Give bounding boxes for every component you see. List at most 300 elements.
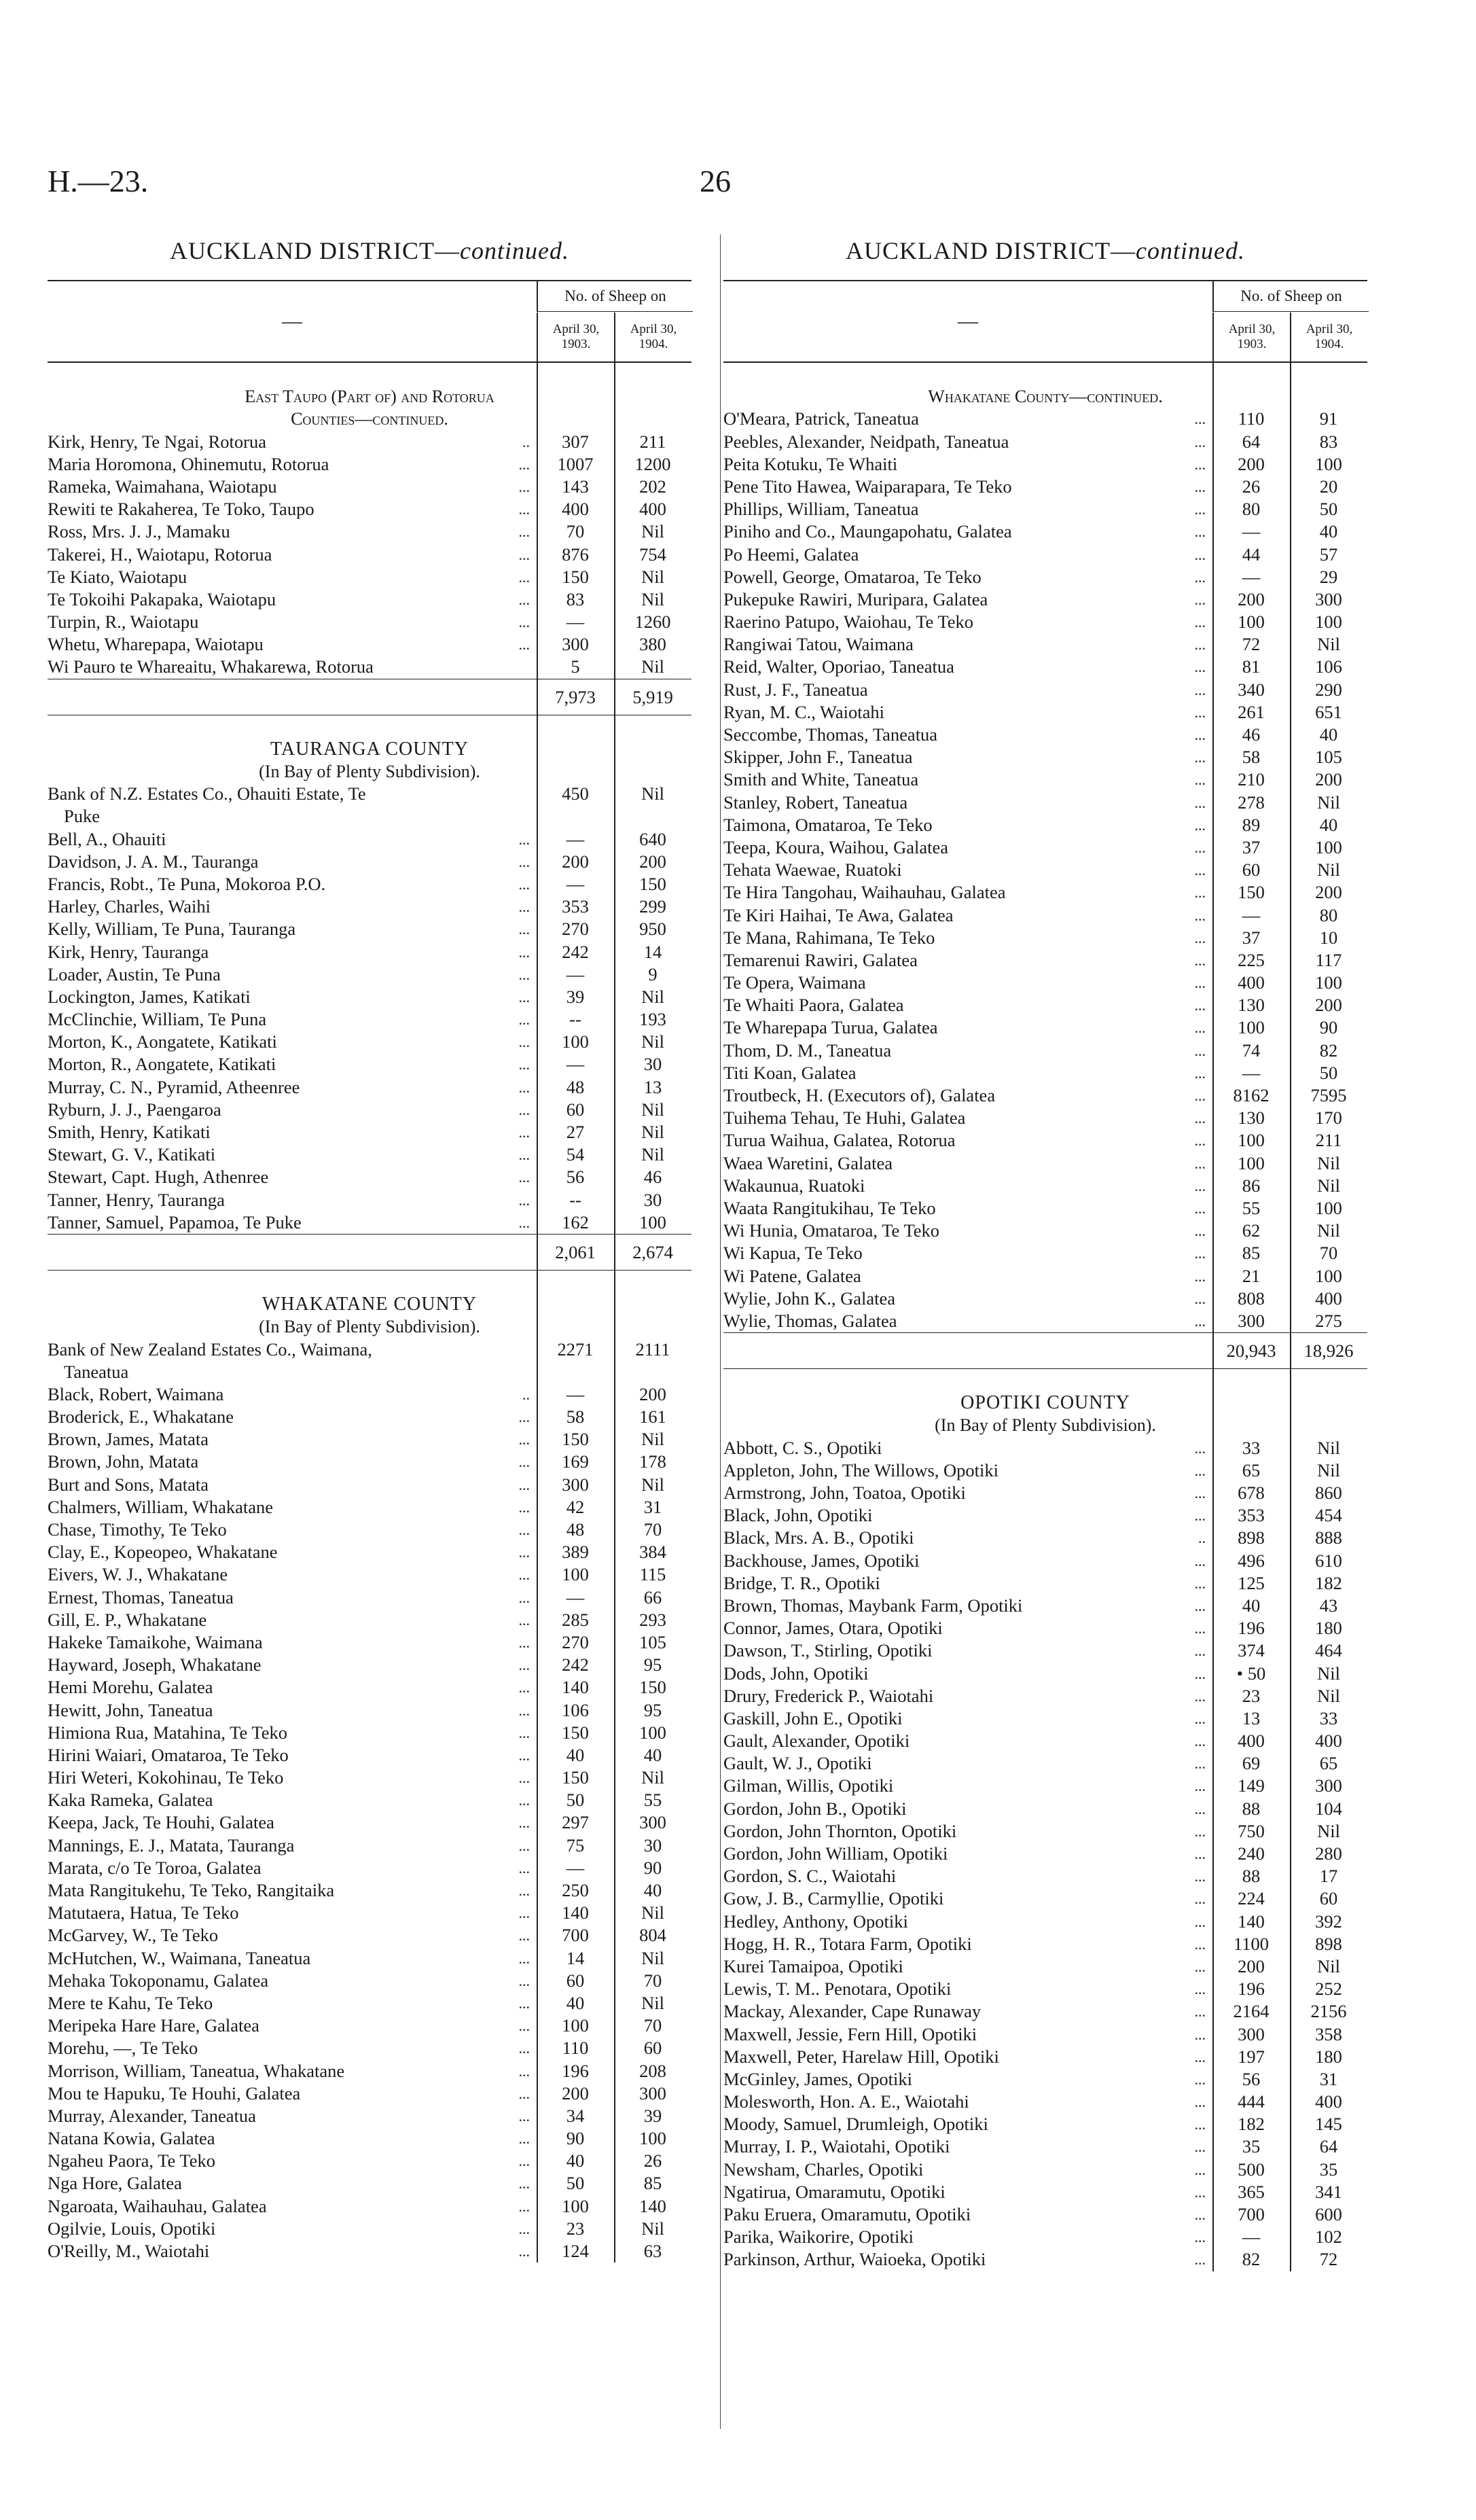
row-name: Black, Robert, Waimana <box>48 1383 224 1404</box>
row-leader-dots: ... <box>518 1746 530 1764</box>
table-row <box>723 1437 1367 1459</box>
row-1903: 300 <box>1238 2023 1265 2044</box>
row-1903: 50 <box>566 2173 585 2194</box>
row-1903: 374 <box>1238 1640 1265 1661</box>
table-row <box>723 679 1367 701</box>
row-1903: 26 <box>1242 476 1261 497</box>
row-1903: 261 <box>1238 701 1265 722</box>
row-name: Newsham, Charles, Opotiki <box>723 2159 924 2180</box>
row-name: Waea Waretini, Galatea <box>723 1152 893 1173</box>
row-1903: 285 <box>562 1609 589 1630</box>
table-row <box>48 963 691 986</box>
row-name: Eivers, W. J., Whakatane <box>48 1564 228 1585</box>
row-1904: Nil <box>1317 859 1340 881</box>
row-name: Gordon, John William, Opotiki <box>723 1843 948 1864</box>
row-leader-dots: ... <box>518 1792 530 1809</box>
table-row <box>723 1843 1367 1865</box>
row-1904: 30 <box>643 1054 662 1075</box>
total-1903: 2,061 <box>555 1241 596 1262</box>
row-1904: 211 <box>1315 1130 1342 1151</box>
row-1903: 225 <box>1238 949 1265 970</box>
table-row <box>723 1572 1367 1595</box>
row-leader-dots: ... <box>518 2243 530 2260</box>
table-row <box>48 520 691 543</box>
row-1903: 270 <box>562 1631 589 1652</box>
row-1903: 182 <box>1238 2114 1265 2135</box>
table-row <box>48 2015 691 2037</box>
row-leader-dots: .. <box>522 433 530 450</box>
section-heading-line2: Counties—continued. <box>291 409 448 429</box>
row-1903: 55 <box>1242 1197 1261 1218</box>
row-name: Harley, Charles, Waihi <box>48 896 211 917</box>
row-name: Stewart, G. V., Katikati <box>48 1144 216 1165</box>
row-name: Natana Kowia, Galatea <box>48 2128 215 2149</box>
row-leader-dots: ... <box>518 614 530 631</box>
row-leader-dots: ... <box>1194 614 1206 631</box>
table-row <box>723 1129 1367 1152</box>
row-name: Drury, Frederick P., Waiotahi <box>723 1685 934 1706</box>
right-section-rows <box>723 1437 1367 2271</box>
table-row <box>48 2172 691 2195</box>
row-1904: Nil <box>641 1474 664 1495</box>
row-name: Wylie, Thomas, Galatea <box>723 1310 897 1331</box>
row-1904: 26 <box>643 2150 662 2171</box>
row-1904: 200 <box>1315 882 1342 903</box>
row-1903: — <box>1242 566 1261 587</box>
row-name: McHutchen, W., Waimana, Taneatua <box>48 1947 311 1968</box>
row-1904: 293 <box>639 1609 666 1630</box>
table-row <box>723 1617 1367 1639</box>
row-name: Troutbeck, H. (Executors of), Galatea <box>723 1085 996 1105</box>
row-name: Gordon, John Thornton, Opotiki <box>723 1820 957 1841</box>
row-leader-dots: ... <box>518 2017 530 2035</box>
row-1904: 640 <box>639 828 666 849</box>
row-leader-dots: ... <box>518 830 530 848</box>
table-row <box>48 873 691 895</box>
row-1903: 100 <box>562 1031 589 1052</box>
table-row <box>723 588 1367 611</box>
row-leader-dots: ... <box>518 1101 530 1118</box>
row-name: Rameka, Waimahana, Waiotapu <box>48 476 277 497</box>
row-1904: 170 <box>1315 1107 1342 1129</box>
row-1904: Nil <box>641 656 664 677</box>
row-leader-dots: ... <box>518 1078 530 1096</box>
row-leader-dots: ... <box>518 2197 530 2215</box>
table-row <box>723 1887 1367 1910</box>
row-leader-dots: ... <box>518 568 530 586</box>
row-1904: 82 <box>1319 1040 1338 1061</box>
row-leader-dots: ... <box>518 1408 530 1426</box>
row-1903: 40 <box>566 2150 585 2171</box>
row-1904: 202 <box>639 476 666 497</box>
row-1903: 1007 <box>557 453 594 474</box>
table-row <box>723 1527 1367 1549</box>
table-row <box>48 611 691 633</box>
row-name: Wi Hunia, Omataroa, Te Teko <box>723 1220 940 1241</box>
row-1904: Nil <box>641 1767 664 1788</box>
table-row <box>48 1992 691 2015</box>
table-row <box>48 1722 691 1744</box>
table-row <box>723 904 1367 927</box>
row-1904: 754 <box>639 544 666 565</box>
row-1904: 95 <box>643 1654 662 1675</box>
document-reference: H.—23. <box>48 164 149 198</box>
table-row <box>48 2082 691 2105</box>
row-leader-dots: ... <box>518 1769 530 1787</box>
row-leader-dots: ... <box>1194 590 1206 608</box>
table-row <box>48 1586 691 1609</box>
row-1903: 23 <box>1242 1685 1261 1706</box>
row-1903: 75 <box>566 1834 585 1856</box>
row-leader-dots: ... <box>1194 816 1206 834</box>
row-leader-dots: ... <box>518 2130 530 2148</box>
table-row <box>723 520 1367 543</box>
row-1903: 196 <box>1238 1618 1265 1639</box>
row-1903: 278 <box>1238 792 1265 813</box>
row-leader-dots: ... <box>518 1453 530 1471</box>
row-name: Tanner, Henry, Tauranga <box>48 1189 225 1210</box>
row-1903: 400 <box>1238 1731 1265 1752</box>
row-leader-dots: ... <box>518 1056 530 1073</box>
row-1903: 110 <box>562 2038 589 2059</box>
table-row <box>48 2240 691 2262</box>
row-1903: 35 <box>1242 2136 1261 2157</box>
row-1903: 39 <box>566 986 585 1007</box>
row-leader-dots: ... <box>518 1656 530 1674</box>
row-1904: Nil <box>1317 792 1340 813</box>
row-1903: 74 <box>1242 1040 1261 1061</box>
row-leader-dots: ... <box>1194 2229 1206 2246</box>
row-1904: 392 <box>1315 1911 1342 1932</box>
row-1903: 100 <box>1238 1130 1265 1151</box>
row-leader-dots: ... <box>1194 997 1206 1014</box>
row-1904: Nil <box>1317 1220 1340 1241</box>
row-1903: 64 <box>1242 431 1261 452</box>
row-1903: 200 <box>562 851 589 872</box>
row-1903: 72 <box>1242 634 1261 655</box>
row-leader-dots: ... <box>518 1949 530 1967</box>
table-row <box>723 1310 1367 1332</box>
row-name: Hogg, H. R., Totara Farm, Opotiki <box>723 1933 972 1954</box>
table-row <box>723 792 1367 814</box>
row-1904: 211 <box>639 431 666 452</box>
row-name: Te Wharepapa Turua, Galatea <box>723 1017 938 1038</box>
table-row <box>48 1789 691 1811</box>
row-name: Ngaroata, Waihauhau, Galatea <box>48 2195 267 2216</box>
row-leader-dots: ... <box>518 636 530 654</box>
row-name: Reid, Walter, Oporiao, Taneatua <box>723 656 954 677</box>
row-name: Dawson, T., Stirling, Opotiki <box>723 1640 933 1661</box>
table-row <box>48 1406 691 1428</box>
row-leader-dots: ... <box>518 2152 530 2170</box>
row-leader-dots: ... <box>518 1611 530 1629</box>
row-1903: 5 <box>571 656 580 677</box>
table-row <box>723 724 1367 746</box>
table-row <box>48 1099 691 1121</box>
row-1904: Nil <box>1317 1152 1340 1173</box>
row-1904: Nil <box>641 566 664 587</box>
row-leader-dots: ... <box>1194 1552 1206 1569</box>
row-name: Waata Rangitukihau, Te Teko <box>723 1197 936 1218</box>
table-row <box>723 1798 1367 1820</box>
row-leader-dots: ... <box>1194 906 1206 924</box>
table-row <box>48 1519 691 1541</box>
row-1903: 389 <box>562 1542 589 1563</box>
row-name: Wi Kapua, Te Teko <box>723 1243 863 1264</box>
row-1904: Nil <box>641 1902 664 1923</box>
table-row <box>723 768 1367 791</box>
row-leader-dots: ... <box>1194 2003 1206 2021</box>
section-total <box>723 1332 1367 1369</box>
left-section-rows <box>48 431 691 679</box>
table-row <box>48 1211 691 1234</box>
row-1904: 70 <box>643 2015 662 2036</box>
row-leader-dots: ... <box>518 1701 530 1719</box>
row-leader-dots: ... <box>518 1544 530 1561</box>
row-1904: 100 <box>639 2128 666 2149</box>
row-name: O'Reilly, M., Waiotahi <box>48 2241 210 2261</box>
row-1904: 50 <box>1319 499 1338 520</box>
row-1904: Nil <box>641 1947 664 1968</box>
row-name: Kirk, Henry, Te Ngai, Rotorua <box>48 431 266 452</box>
row-1903: 37 <box>1242 836 1261 857</box>
row-name: Lewis, T. M.. Penotara, Opotiki <box>723 1978 952 2000</box>
row-1904: 275 <box>1315 1310 1342 1331</box>
row-name: Morton, R., Aongatete, Katikati <box>48 1054 276 1075</box>
row-leader-dots: ... <box>1194 1687 1206 1705</box>
row-leader-dots: ... <box>518 2107 530 2125</box>
row-leader-dots: ... <box>1194 523 1206 541</box>
table-row <box>723 1595 1367 1617</box>
row-leader-dots: ... <box>1194 1890 1206 1908</box>
table-row <box>723 859 1367 881</box>
row-name: Peita Kotuku, Te Whaiti <box>723 453 898 474</box>
row-leader-dots: ... <box>518 1679 530 1697</box>
left-section-rows <box>48 1383 691 2262</box>
row-leader-dots: ... <box>518 875 530 893</box>
row-1903: 300 <box>562 1474 589 1495</box>
row-leader-dots: ... <box>1194 749 1206 766</box>
row-1904: 40 <box>1319 724 1338 745</box>
table-row <box>723 2091 1367 2113</box>
table-row <box>723 1459 1367 1482</box>
row-name: Bank of N.Z. Estates Co., Ohauiti Estate, Te <box>48 783 366 804</box>
row-1904: Nil <box>641 2218 664 2239</box>
row-leader-dots: ... <box>518 1191 530 1209</box>
row-name: Wi Pauro te Whareaitu, Whakarewa, Rotorua <box>48 656 374 677</box>
table-row <box>48 1811 691 1834</box>
table-row <box>48 1166 691 1188</box>
row-leader-dots: ... <box>1194 929 1206 946</box>
row-name: Te Whaiti Paora, Galatea <box>723 995 904 1016</box>
county-title: TAURANGA COUNTY <box>270 738 469 760</box>
row-1904: Nil <box>641 588 664 609</box>
row-name: McClinchie, William, Te Puna <box>48 1009 267 1030</box>
row-1904: 105 <box>639 1631 666 1652</box>
row-name: Wylie, John K., Galatea <box>723 1288 896 1309</box>
row-1904: 651 <box>1315 701 1342 722</box>
table-row <box>723 2226 1367 2248</box>
right-table-body <box>723 363 1367 1332</box>
row-1903: 270 <box>562 919 589 940</box>
row-1903: 340 <box>1238 679 1265 700</box>
row-leader-dots: ... <box>1194 2138 1206 2156</box>
row-name: Keepa, Jack, Te Houhi, Galatea <box>48 1812 274 1833</box>
row-1903: 242 <box>562 941 589 962</box>
row-1903: 8162 <box>1233 1085 1270 1105</box>
row-leader-dots: ... <box>518 2084 530 2102</box>
row-leader-dots: ... <box>1194 2025 1206 2043</box>
table-row <box>723 994 1367 1016</box>
right-column <box>723 236 1367 2271</box>
table-row <box>723 814 1367 836</box>
table-row <box>723 1911 1367 1933</box>
row-leader-dots: ... <box>518 1146 530 1164</box>
row-1904: 950 <box>639 919 666 940</box>
row-name: Peebles, Alexander, Neidpath, Taneatua <box>723 431 1009 452</box>
table-row <box>723 1707 1367 1730</box>
table-row <box>48 1857 691 1879</box>
table-row <box>48 656 691 678</box>
row-name: Armstrong, John, Toatoa, Opotiki <box>723 1483 966 1503</box>
row-1904: 63 <box>643 2241 662 2261</box>
row-leader-dots: ... <box>1194 974 1206 992</box>
table-row <box>723 1865 1367 1887</box>
row-leader-dots: ... <box>1194 1199 1206 1217</box>
row-1903: 23 <box>566 2218 585 2239</box>
row-leader-dots: ... <box>518 1589 530 1606</box>
row-1904: 200 <box>639 1383 666 1404</box>
row-1904: 60 <box>643 2038 662 2059</box>
row-1904: Nil <box>641 1099 664 1120</box>
row-1903: 48 <box>566 1076 585 1097</box>
table-row <box>48 828 691 851</box>
county-subtitle: (In Bay of Plenty Subdivision). <box>259 1317 480 1337</box>
row-name: Murray, C. N., Pyramid, Atheenree <box>48 1076 300 1097</box>
row-1903: 65 <box>1242 1459 1261 1480</box>
row-1903: 56 <box>1242 2068 1261 2089</box>
row-leader-dots: ... <box>1194 1597 1206 1614</box>
row-name: Gill, E. P., Whakatane <box>48 1609 207 1630</box>
row-1903: 130 <box>1238 1107 1265 1129</box>
row-leader-dots: ... <box>518 898 530 916</box>
row-1903: 150 <box>562 1767 589 1788</box>
row-1903: 496 <box>1238 1550 1265 1571</box>
row-1904: 64 <box>1319 2136 1338 2157</box>
row-1903: 196 <box>562 2060 589 2081</box>
table-row <box>723 1084 1367 1107</box>
row-leader-dots: ... <box>518 1431 530 1449</box>
row-name: Molesworth, Hon. A. E., Waiotahi <box>723 2091 969 2112</box>
row-name: Hakeke Tamaikohe, Waimana <box>48 1631 263 1652</box>
section-total <box>48 679 691 715</box>
row-name: Brown, James, Matata <box>48 1429 209 1450</box>
row-name: Burt and Sons, Matata <box>48 1474 209 1495</box>
row-name: Stewart, Capt. Hugh, Athenree <box>48 1167 269 1188</box>
row-1904: 35 <box>1319 2159 1338 2180</box>
table-row <box>48 1924 691 1947</box>
row-name: Ross, Mrs. J. J., Mamaku <box>48 521 230 542</box>
header-dash: — <box>958 310 978 332</box>
row-leader-dots: ... <box>518 2175 530 2193</box>
row-1903: 100 <box>1238 1152 1265 1173</box>
header-group: No. of Sheep on <box>537 281 693 312</box>
row-leader-dots: ... <box>518 1633 530 1651</box>
row-name: Mere te Kahu, Te Teko <box>48 1992 213 2013</box>
row-name: Paku Eruera, Omaramutu, Opotiki <box>723 2204 971 2224</box>
row-1903: — <box>566 611 585 633</box>
row-name: Chalmers, William, Whakatane <box>48 1496 274 1517</box>
table-row <box>723 2046 1367 2068</box>
table-row <box>48 1541 691 1563</box>
row-leader-dots: ... <box>1194 2070 1206 2088</box>
row-name: Mannings, E. J., Matata, Tauranga <box>48 1834 295 1856</box>
row-1903: — <box>566 963 585 984</box>
table-row <box>48 453 691 476</box>
row-leader-dots: ... <box>1194 1267 1206 1285</box>
row-1904: 888 <box>1315 1527 1342 1548</box>
row-1904: 100 <box>1315 836 1342 857</box>
row-1904: 20 <box>1319 476 1338 497</box>
row-1903: 58 <box>566 1406 585 1427</box>
row-leader-dots: ... <box>518 2062 530 2080</box>
row-1904: 83 <box>1319 431 1338 452</box>
row-leader-dots: ... <box>1194 1042 1206 1059</box>
row-1904: 55 <box>643 1790 662 1811</box>
row-1903: 100 <box>562 1564 589 1585</box>
row-1904: Nil <box>641 783 664 804</box>
row-1904: 14 <box>643 941 662 962</box>
row-1903: 1100 <box>1233 1933 1270 1954</box>
row-1903: 808 <box>1238 1288 1265 1309</box>
table-row <box>723 1933 1367 1955</box>
row-1904: 200 <box>1315 995 1342 1016</box>
row-1903: — <box>1242 1062 1261 1083</box>
column-divider <box>720 234 721 2429</box>
county-title: OPOTIKI COUNTY <box>960 1392 1130 1414</box>
row-leader-dots: ... <box>1194 1935 1206 1953</box>
row-1904: 180 <box>1315 1618 1342 1639</box>
table-row <box>48 544 691 566</box>
left-section-rows <box>48 828 691 1234</box>
row-1904: 1260 <box>634 611 671 633</box>
table-row <box>48 1676 691 1699</box>
row-1904: 40 <box>643 1744 662 1765</box>
county-title: WHAKATANE COUNTY <box>262 1294 478 1315</box>
table-row <box>723 701 1367 724</box>
row-1903: 88 <box>1242 1866 1261 1887</box>
row-name: Gaskill, John E., Opotiki <box>723 1707 903 1728</box>
row-1903: 162 <box>562 1211 589 1232</box>
row-leader-dots: ... <box>1194 1800 1206 1817</box>
row-leader-dots: ... <box>1194 1709 1206 1727</box>
row-1903: 400 <box>562 499 589 520</box>
table-row-continuation <box>48 805 691 828</box>
row-1903: 140 <box>562 1902 589 1923</box>
row-leader-dots: ... <box>1194 1507 1206 1525</box>
row-1903: 140 <box>562 1677 589 1698</box>
row-1903: — <box>566 1054 585 1075</box>
row-name: Parika, Waikorire, Opotiki <box>723 2226 914 2248</box>
row-name: Brown, Thomas, Maybank Farm, Opotiki <box>723 1595 1023 1616</box>
row-1903: 46 <box>1242 724 1261 745</box>
row-name: Nga Hore, Galatea <box>48 2173 182 2194</box>
row-1903: 62 <box>1242 1220 1261 1241</box>
row-1904: 358 <box>1315 2023 1342 2044</box>
table-row <box>48 1474 691 1496</box>
row-leader-dots: ... <box>518 1169 530 1186</box>
row-name: Te Tokoihi Pakapaka, Waiotapu <box>48 588 276 609</box>
